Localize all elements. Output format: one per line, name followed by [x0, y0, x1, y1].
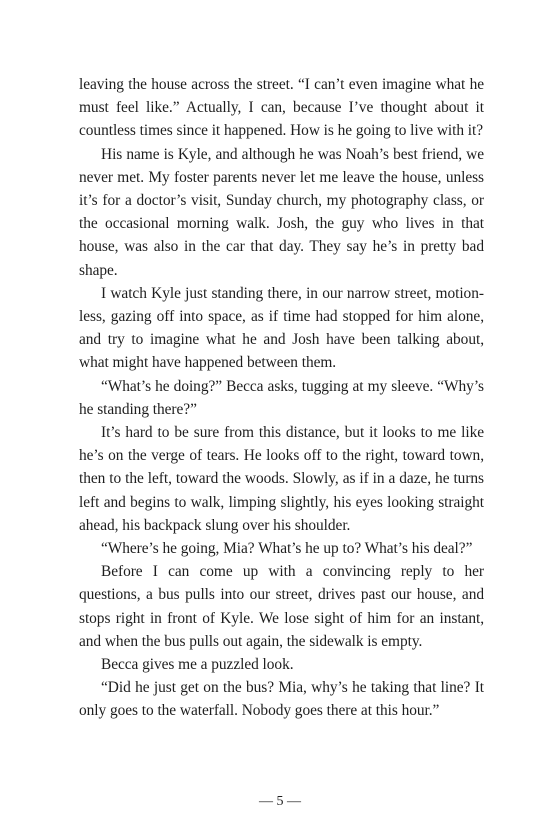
body-text	[79, 73, 484, 723]
paragraph-7: Before I can come up with a convincing reply to her questions, a bus pulls into our street, drives past our house, and stops right in front of Kyle. We lose sight of him for an instant, and when the bus pulls out again, the sidewalk is empty.	[79, 563, 484, 650]
paragraph-5: It’s hard to be sure from this distance, but it looks to me like he’s on the verge of tears. He looks off to the right, toward town, then to the left, toward the woods. Slowly, as if in a daze, he turns left and begins to walk, limping slightly, his eyes looking straight ahead, his backpack slung over his shoulder.	[79, 424, 484, 534]
paragraph-3: I watch Kyle just standing there, in our narrow street, motionless, gazing off into space, as if time had stopped for him alone, and try to imagine what he and Josh have been talking about, what might have happened between them.	[79, 284, 484, 372]
paragraph-1: leaving the house across the street. “I can’t even imagine what he must feel like.” Actually, I can, because I’ve thought about it countless times since it happened. How is he going to live with it?	[79, 76, 484, 140]
paragraph-8: Becca gives me a puzzled look.	[101, 656, 294, 674]
paragraph-2: His name is Kyle, and although he was Noah’s best friend, we never met. My foster parents never let me leave the house, unless it’s for a doctor’s visit, Sunday church, my photography class, or the occasional morning walk. Josh, the guy who lives in that house, was also in the car that day. They say he’s in pretty bad shape.	[79, 145, 484, 279]
paragraph-9: “Did he just get on the bus? Mia, why’s he taking that line? It only goes to the waterfall. Nobody goes there at this hour.”	[79, 679, 484, 720]
page-number: — 5 —	[259, 794, 301, 809]
paragraph-4: “What’s he doing?” Becca asks, tugging at my sleeve. “Why’s he standing there?”	[79, 377, 484, 418]
paragraph-6: “Where’s he going, Mia? What’s he up to? What’s his deal?”	[101, 540, 473, 558]
